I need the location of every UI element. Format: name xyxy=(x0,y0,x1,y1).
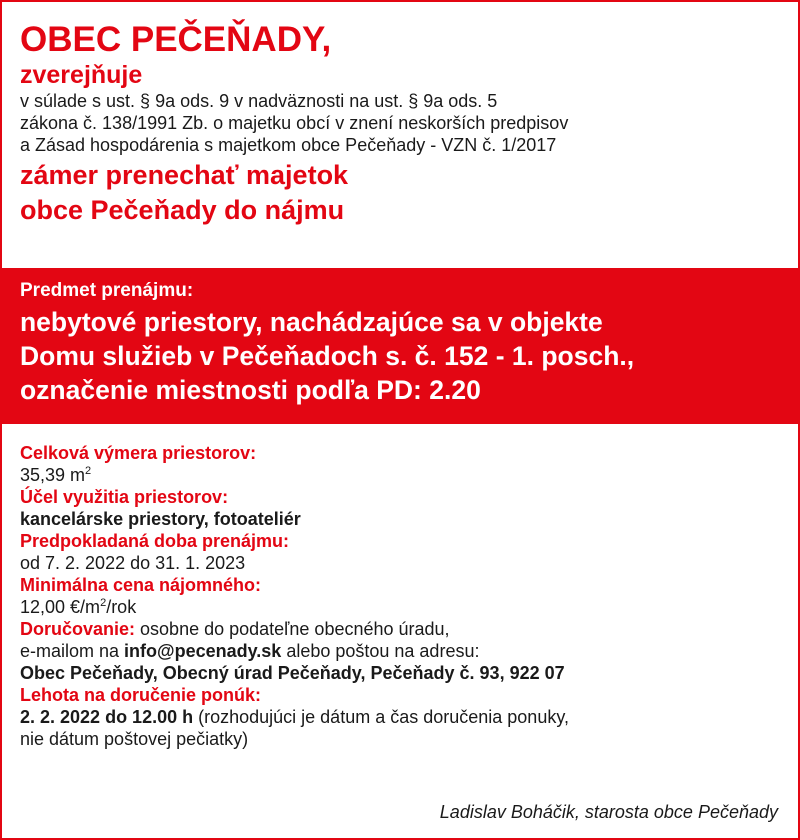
delivery-text-2-pre: e-mailom na xyxy=(20,641,125,661)
delivery-email: info@pecenady.sk xyxy=(124,641,282,661)
subject-banner xyxy=(0,268,800,424)
legal-basis-line-3: a Zásad hospodárenia s majetkom obce Pečeňady - VZN č. 1/2017 xyxy=(20,135,557,155)
area-number: 35,39 m xyxy=(20,465,86,485)
subject-label: Predmet prenájmu: xyxy=(20,280,194,301)
purpose-value: kancelárske priestory, fotoateliér xyxy=(20,509,301,529)
delivery-line-1 xyxy=(20,618,780,640)
subject-line-2: Domu služieb v Pečeňadoch s. č. 152 - 1. posch., xyxy=(20,341,635,371)
delivery-text-1: osobne do podateľne obecného úradu, xyxy=(135,619,450,639)
price-unit-sup: 2 xyxy=(100,597,107,609)
legal-basis-line-1: v súlade s ust. § 9a ods. 9 v nadväznosti na ust. § 9a ods. 5 xyxy=(20,91,498,111)
intent-heading-line-1: zámer prenechať majetok xyxy=(20,160,349,190)
area-unit-sup: 2 xyxy=(85,465,92,477)
deadline-label: Lehota na doručenie ponúk: xyxy=(20,685,262,705)
deadline-note-2: nie dátum poštovej pečiatky) xyxy=(20,729,249,749)
lease-details xyxy=(20,442,780,750)
purpose-label: Účel využitia priestorov: xyxy=(20,487,229,507)
delivery-address: Obec Pečeňady, Obecný úrad Pečeňady, Pečeňady č. 93, 922 07 xyxy=(20,663,565,683)
subject-line-3: označenie miestnosti podľa PD: 2.20 xyxy=(20,375,481,405)
signature: Ladislav Boháčik, starosta obce Pečeňady xyxy=(439,802,778,822)
duration-value: od 7. 2. 2022 do 31. 1. 2023 xyxy=(20,553,246,573)
legal-basis-line-2: zákona č. 138/1991 Zb. o majetku obcí v znení neskorších predpisov xyxy=(20,113,569,133)
duration-label: Predpokladaná doba prenájmu: xyxy=(20,531,290,551)
price-value xyxy=(20,596,780,618)
area-value xyxy=(20,464,780,486)
delivery-text-2-post: alebo poštou na adresu: xyxy=(281,641,480,661)
intent-heading-line-2: obce Pečeňady do nájmu xyxy=(20,195,345,225)
deadline-line-1 xyxy=(20,706,780,728)
delivery-label: Doručovanie: xyxy=(20,619,136,639)
area-label: Celková výmera priestorov: xyxy=(20,443,257,463)
municipality-title: OBEC PEČEŇADY, xyxy=(20,20,332,59)
subject-line-1: nebytové priestory, nachádzajúce sa v objekte xyxy=(20,307,603,337)
deadline-note-1: (rozhodujúci je dátum a čas doručenia ponuky, xyxy=(193,707,569,727)
delivery-line-2 xyxy=(20,640,780,662)
publishes-subtitle: zverejňuje xyxy=(20,61,143,89)
notice-header xyxy=(20,20,780,228)
price-label: Minimálna cena nájomného: xyxy=(20,575,262,595)
deadline-value: 2. 2. 2022 do 12.00 h xyxy=(20,707,194,727)
price-period: /rok xyxy=(106,597,137,617)
price-number: 12,00 €/m xyxy=(20,597,101,617)
